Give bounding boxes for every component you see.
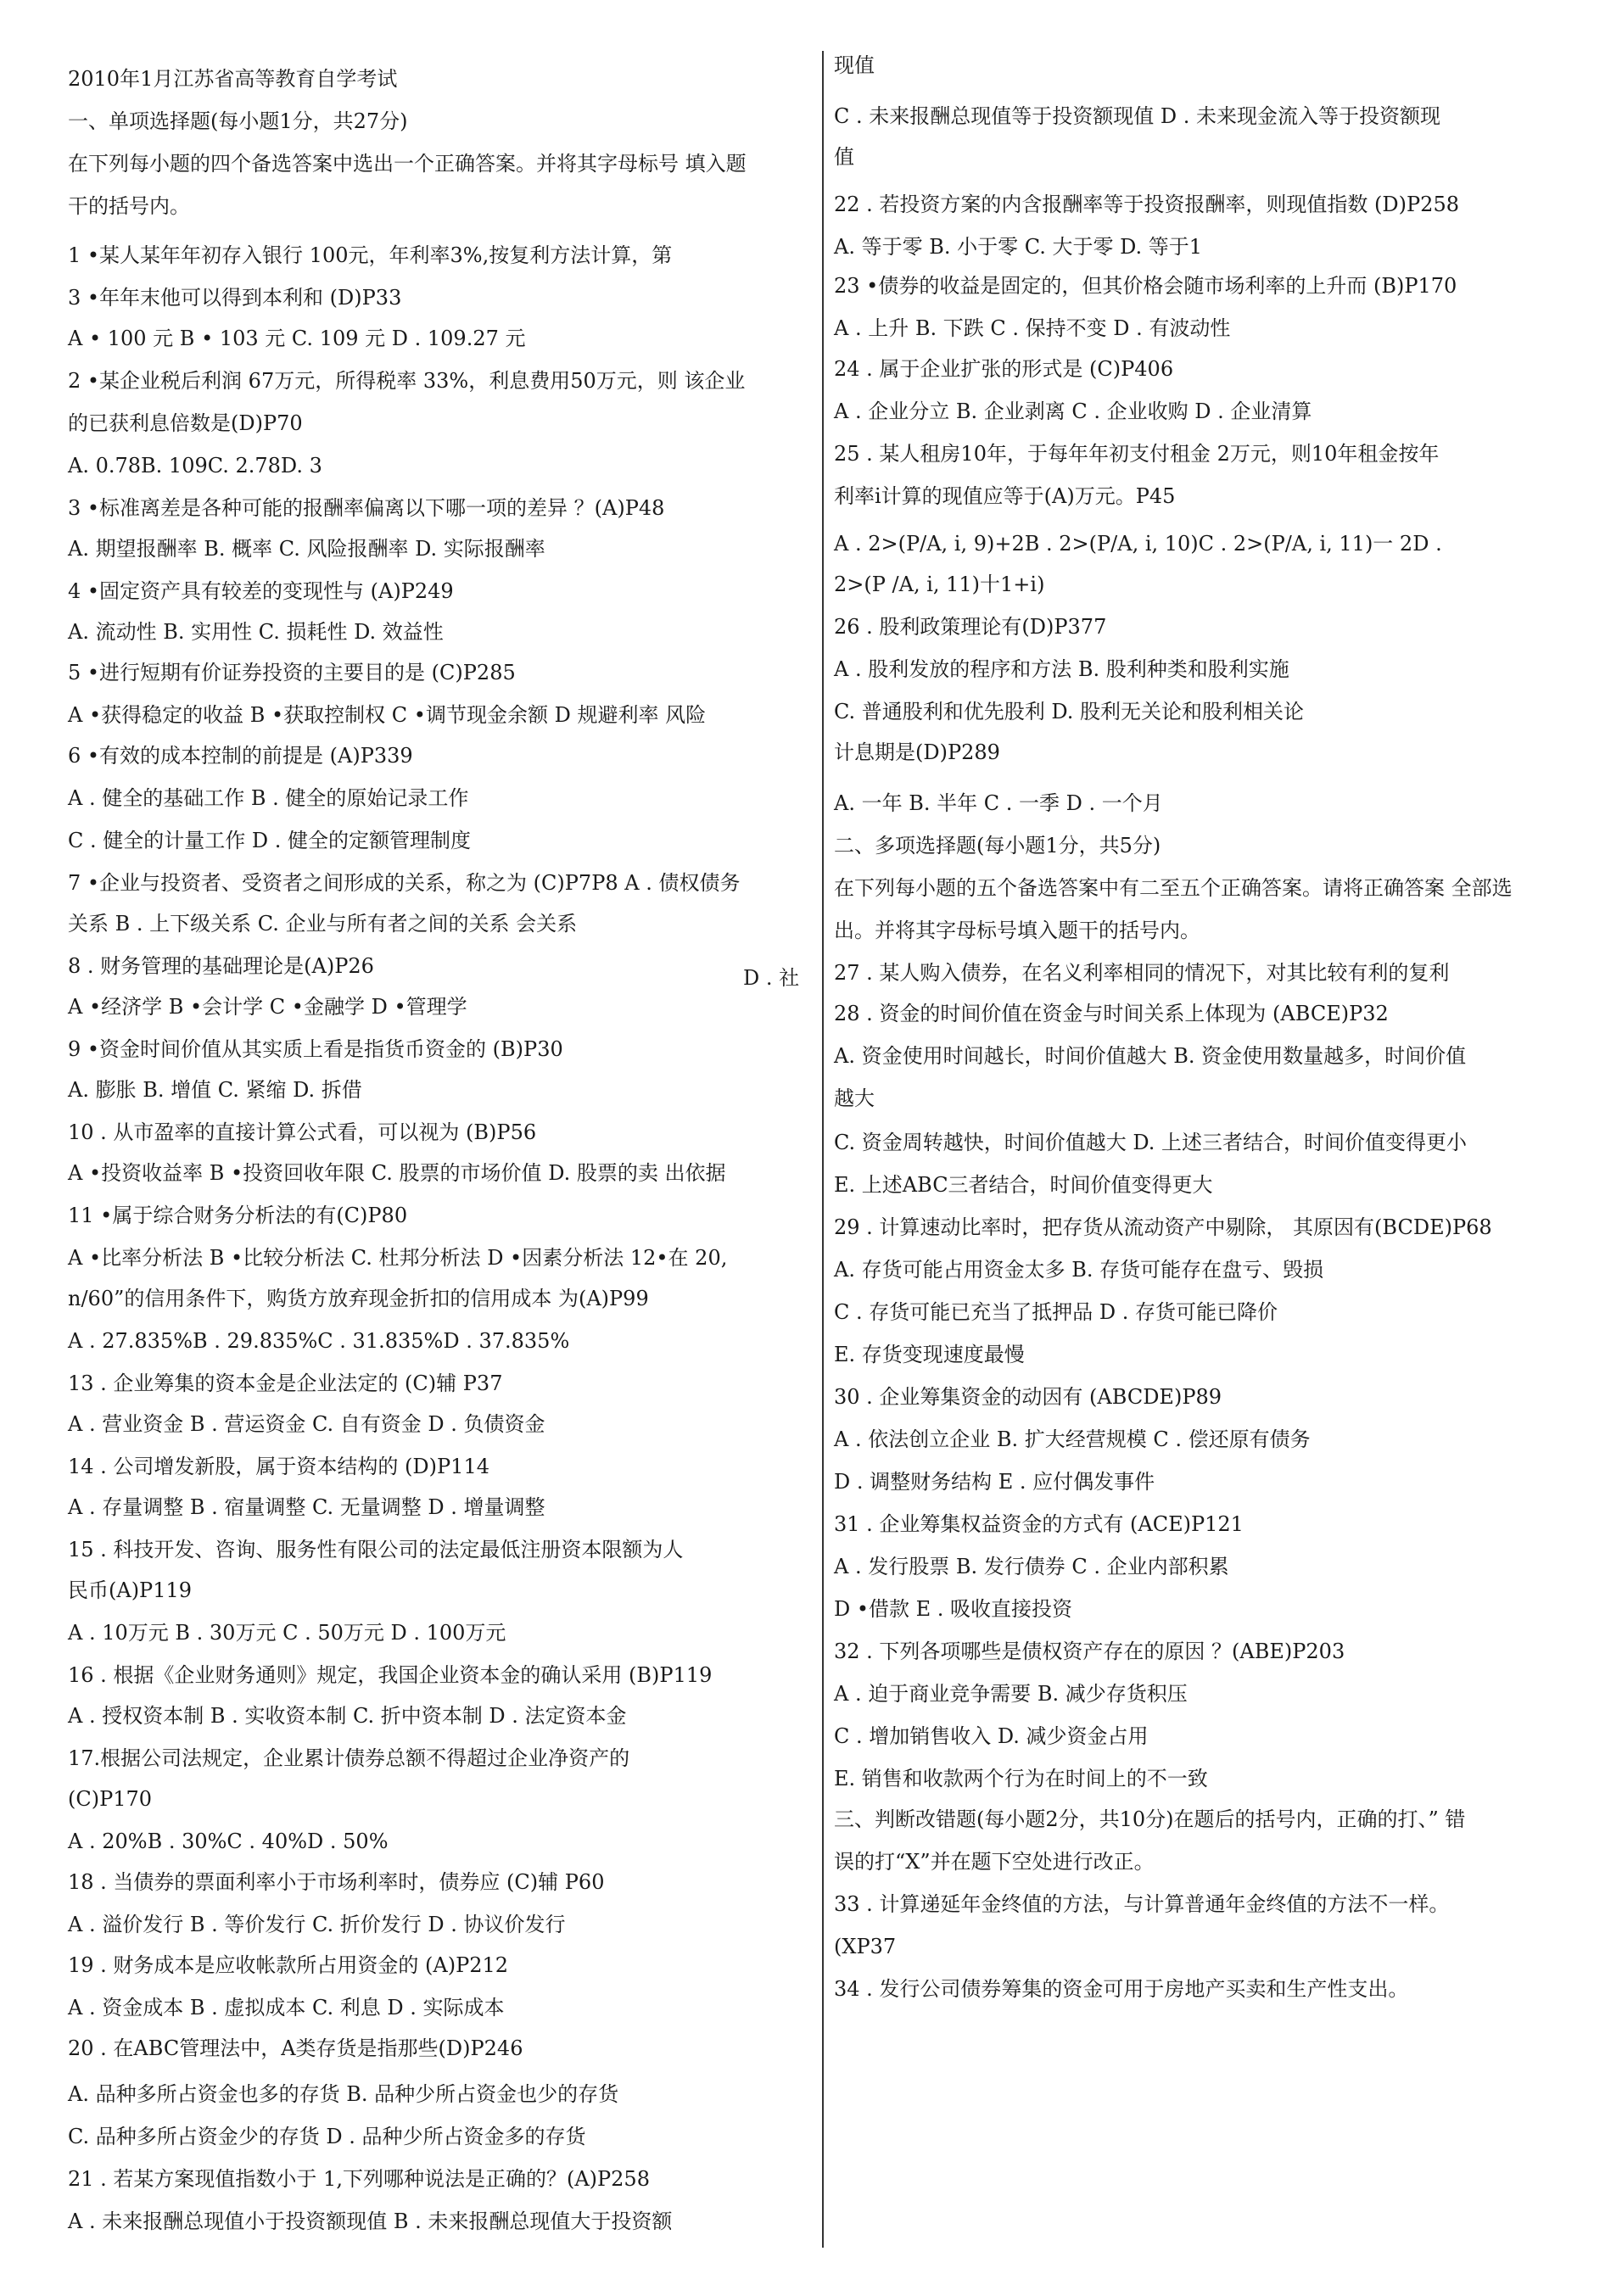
left-line: 在下列每小题的四个备选答案中选出一个正确答案。并将其字母标号 填入题	[68, 152, 747, 176]
right-line: 34 . 发行公司债券筹集的资金可用于房地产买卖和生产性支出。	[834, 1977, 1409, 2001]
right-line: 25 . 某人租房10年，于每年年初支付租金 2万元，则10年租金按年	[834, 442, 1440, 466]
right-line: 24 . 属于企业扩张的形式是 (C)P406	[834, 357, 1174, 381]
right-line: A . 迫于商业竞争需要 B. 减少存货积压	[834, 1682, 1188, 1706]
left-line: 10 . 从市盈率的直接计算公式看，可以视为 (B)P56	[68, 1120, 537, 1144]
column-divider	[822, 51, 824, 2248]
left-line: A . 未来报酬总现值小于投资额现值 B . 未来报酬总现值大于投资额	[68, 2209, 673, 2233]
right-line: 在下列每小题的五个备选答案中有二至五个正确答案。请将正确答案 全部选	[834, 876, 1513, 900]
left-line: 15 . 科技开发、咨询、服务性有限公司的法定最低注册资本限额为人	[68, 1538, 684, 1561]
left-line: 21 . 若某方案现值指数小于 1,下列哪种说法是正确的？(A)P258	[68, 2167, 650, 2191]
left-line: A •获得稳定的收益 B •获取控制权 C •调节现金余额 D 规避利率 风险	[68, 703, 707, 727]
left-line: 2010年1月江苏省高等教育自学考试	[68, 67, 398, 91]
left-line: 3 •标准离差是各种可能的报酬率偏离以下哪一项的差异 ？(A)P48	[68, 496, 665, 520]
left-line: A . 20%B . 30%C . 40%D . 50%	[68, 1830, 389, 1853]
right-line: C . 未来报酬总现值等于投资额现值 D . 未来现金流入等于投资额现	[834, 104, 1441, 128]
right-line: A . 上升 B. 下跌 C . 保持不变 D . 有波动性	[834, 316, 1231, 340]
left-line: 关系 B . 上下级关系 C. 企业与所有者之间的关系 会关系	[68, 912, 578, 936]
right-line: 22 . 若投资方案的内含报酬率等于投资报酬率，则现值指数 (D)P258	[834, 193, 1459, 216]
left-line: 8 . 财务管理的基础理论是(A)P26	[68, 954, 374, 978]
right-line: C. 普通股利和优先股利 D. 股利无关论和股利相关论	[834, 700, 1305, 723]
right-line: 现值	[834, 53, 875, 77]
right-line: A. 资金使用时间越长，时间价值越大 B. 资金使用数量越多，时间价值	[834, 1044, 1467, 1068]
right-line: 26 . 股利政策理论有(D)P377	[834, 615, 1107, 639]
left-line: C . 健全的计量工作 D . 健全的定额管理制度	[68, 829, 472, 852]
left-line: A . 资金成本 B . 虚拟成本 C. 利息 D . 实际成本	[68, 1996, 505, 2019]
left-line: 3 •年年末他可以得到本利和 (D)P33	[68, 286, 402, 310]
left-line: 11 •属于综合财务分析法的有(C)P80	[68, 1204, 408, 1227]
right-line: D . 调整财务结构 E . 应付偶发事件	[834, 1470, 1155, 1494]
right-line: 27 . 某人购入债券，在名义利率相同的情况下，对其比较有利的复利	[834, 961, 1450, 985]
right-line: 23 •债券的收益是固定的，但其价格会随市场利率的上升而 (B)P170	[834, 274, 1457, 298]
right-line: A . 依法创立企业 B. 扩大经营规模 C . 偿还原有债务	[834, 1427, 1311, 1451]
left-line: 7 •企业与投资者、受资者之间形成的关系，称之为 (C)P7P8 A . 债权债务	[68, 871, 741, 895]
left-line: A . 27.835%B . 29.835%C . 31.835%D . 37.835%	[68, 1329, 570, 1353]
right-line: C . 存货可能已充当了抵押品 D . 存货可能已降价	[834, 1300, 1278, 1324]
left-line: 2 •某企业税后利润 67万元，所得税率 33%，利息费用50万元，则 该企业	[68, 369, 746, 393]
right-line: 30 . 企业筹集资金的动因有 (ABCDE)P89	[834, 1385, 1222, 1409]
left-line: 6 •有效的成本控制的前提是 (A)P339	[68, 744, 413, 768]
left-line: A. 0.78B. 109C. 2.78D. 3	[68, 454, 322, 478]
right-line: A . 股利发放的程序和方法 B. 股利种类和股利实施	[834, 657, 1289, 681]
left-line: A. 膨胀 B. 增值 C. 紧缩 D. 拆借	[68, 1078, 362, 1102]
right-line: C. 资金周转越快，时间价值越大 D. 上述三者结合，时间价值变得更小	[834, 1131, 1468, 1154]
left-line: A . 授权资本制 B . 实收资本制 C. 折中资本制 D . 法定资本金	[68, 1704, 627, 1728]
right-line: 值	[834, 145, 854, 169]
left-line: A . 存量调整 B . 宿量调整 C. 无量调整 D . 增量调整	[68, 1495, 545, 1519]
left-line: A . 营业资金 B . 营运资金 C. 自有资金 D . 负债资金	[68, 1412, 545, 1436]
right-line: D •借款 E . 吸收直接投资	[834, 1597, 1073, 1621]
right-line: 误的打“X”并在题下空处进行改正。	[834, 1850, 1155, 1874]
left-line: 5 •进行短期有价证券投资的主要目的是 (C)P285	[68, 661, 516, 684]
right-line: 29 . 计算速动比率时，把存货从流动资产中剔除， 其原因有(BCDE)P68	[834, 1215, 1492, 1239]
left-line: 的已获利息倍数是(D)P70	[68, 411, 303, 435]
left-line: n/60”的信用条件下，购货方放弃现金折扣的信用成本 为(A)P99	[68, 1287, 649, 1310]
right-line: 越大	[834, 1087, 875, 1110]
left-line: A •经济学 B •会计学 C •金融学 D •管理学	[68, 995, 467, 1019]
right-line: 计息期是(D)P289	[834, 740, 1000, 764]
stray-text: D . 社	[743, 966, 800, 990]
right-line: 28 . 资金的时间价值在资金与时间关系上体现为 (ABCE)P32	[834, 1002, 1389, 1025]
right-line: C . 增加销售收入 D. 减少资金占用	[834, 1724, 1149, 1748]
left-line: 16 . 根据《企业财务通则》规定，我国企业资本金的确认采用 (B)P119	[68, 1663, 713, 1687]
left-line: 19 . 财务成本是应收帐款所占用资金的 (A)P212	[68, 1953, 509, 1977]
left-line: 民币(A)P119	[68, 1578, 193, 1602]
left-line: 20 . 在ABC管理法中，A类存货是指那些(D)P246	[68, 2036, 523, 2060]
right-line: E. 上述ABC三者结合，时间价值变得更大	[834, 1173, 1213, 1197]
left-line: (C)P170	[68, 1787, 153, 1811]
left-line: 18 . 当债券的票面利率小于市场利率时，债券应 (C)辅 P60	[68, 1870, 605, 1894]
left-line: 13 . 企业筹集的资本金是企业法定的 (C)辅 P37	[68, 1371, 503, 1395]
right-line: 2>(P /A, i, 11)十1+i)	[834, 573, 1045, 596]
left-line: A • 100 元 B • 103 元 C. 109 元 D . 109.27 元	[68, 327, 526, 350]
left-line: A . 10万元 B . 30万元 C . 50万元 D . 100万元	[68, 1621, 506, 1645]
right-line: A. 等于零 B. 小于零 C. 大于零 D. 等于1	[834, 235, 1203, 259]
left-line: A. 品种多所占资金也多的存货 B. 品种少所占资金也少的存货	[68, 2082, 619, 2106]
left-line: C. 品种多所占资金少的存货 D . 品种少所占资金多的存货	[68, 2125, 586, 2148]
right-line: 31 . 企业筹集权益资金的方式有 (ACE)P121	[834, 1512, 1244, 1536]
right-line: 32 . 下列各项哪些是债权资产存在的原因 ？(ABE)P203	[834, 1640, 1345, 1663]
right-line: 三、判断改错题(每小题2分，共10分)在题后的括号内，正确的打、” 错	[834, 1807, 1466, 1831]
left-line: 14 . 公司增发新股，属于资本结构的 (D)P114	[68, 1455, 489, 1478]
right-line: 33 . 计算递延年金终值的方法，与计算普通年金终值的方法不一样。	[834, 1892, 1450, 1916]
left-line: 9 •资金时间价值从其实质上看是指货币资金的 (B)P30	[68, 1037, 563, 1061]
left-line: 1 •某人某年年初存入银行 100元，年利率3%,按复利方法计算，第	[68, 243, 673, 267]
right-line: A . 发行股票 B. 发行债券 C . 企业内部积累	[834, 1555, 1229, 1578]
left-line: A . 健全的基础工作 B . 健全的原始记录工作	[68, 786, 469, 810]
right-line: A . 企业分立 B. 企业剥离 C . 企业收购 D . 企业清算	[834, 399, 1312, 423]
left-line: 一、单项选择题(每小题1分，共27分)	[68, 109, 408, 133]
left-line: 17.根据公司法规定，企业累计债券总额不得超过企业净资产的	[68, 1746, 630, 1770]
left-line: 4 •固定资产具有较差的变现性与 (A)P249	[68, 579, 454, 603]
left-line: A . 溢价发行 B . 等价发行 C. 折价发行 D . 协议价发行	[68, 1913, 566, 1936]
left-line: A. 期望报酬率 B. 概率 C. 风险报酬率 D. 实际报酬率	[68, 537, 545, 561]
right-line: A . 2>(P/A, i, 9)+2B . 2>(P/A, i, 10)C . 2>(P/A, i, 11)一 2D .	[834, 532, 1442, 556]
right-line: E. 销售和收款两个行为在时间上的不一致	[834, 1767, 1208, 1790]
right-line: E. 存货变现速度最慢	[834, 1343, 1025, 1366]
right-line: A. 一年 B. 半年 C . 一季 D . 一个月	[834, 791, 1163, 815]
right-line: 出。并将其字母标号填入题干的括号内。	[834, 919, 1200, 942]
right-line: 利率i计算的现值应等于(A)万元。P45	[834, 484, 1176, 508]
left-line: A. 流动性 B. 实用性 C. 损耗性 D. 效益性	[68, 620, 444, 644]
right-line: 二、多项选择题(每小题1分，共5分)	[834, 834, 1161, 858]
right-line: (XP37	[834, 1935, 897, 1958]
right-line: A. 存货可能占用资金太多 B. 存货可能存在盘亏、毁损	[834, 1258, 1324, 1282]
left-line: 干的括号内。	[68, 194, 190, 218]
left-line: A •比率分析法 B •比较分析法 C. 杜邦分析法 D •因素分析法 12•在 20,	[68, 1246, 728, 1270]
left-line: A •投资收益率 B •投资回收年限 C. 股票的市场价值 D. 股票的卖 出依据	[68, 1161, 726, 1185]
